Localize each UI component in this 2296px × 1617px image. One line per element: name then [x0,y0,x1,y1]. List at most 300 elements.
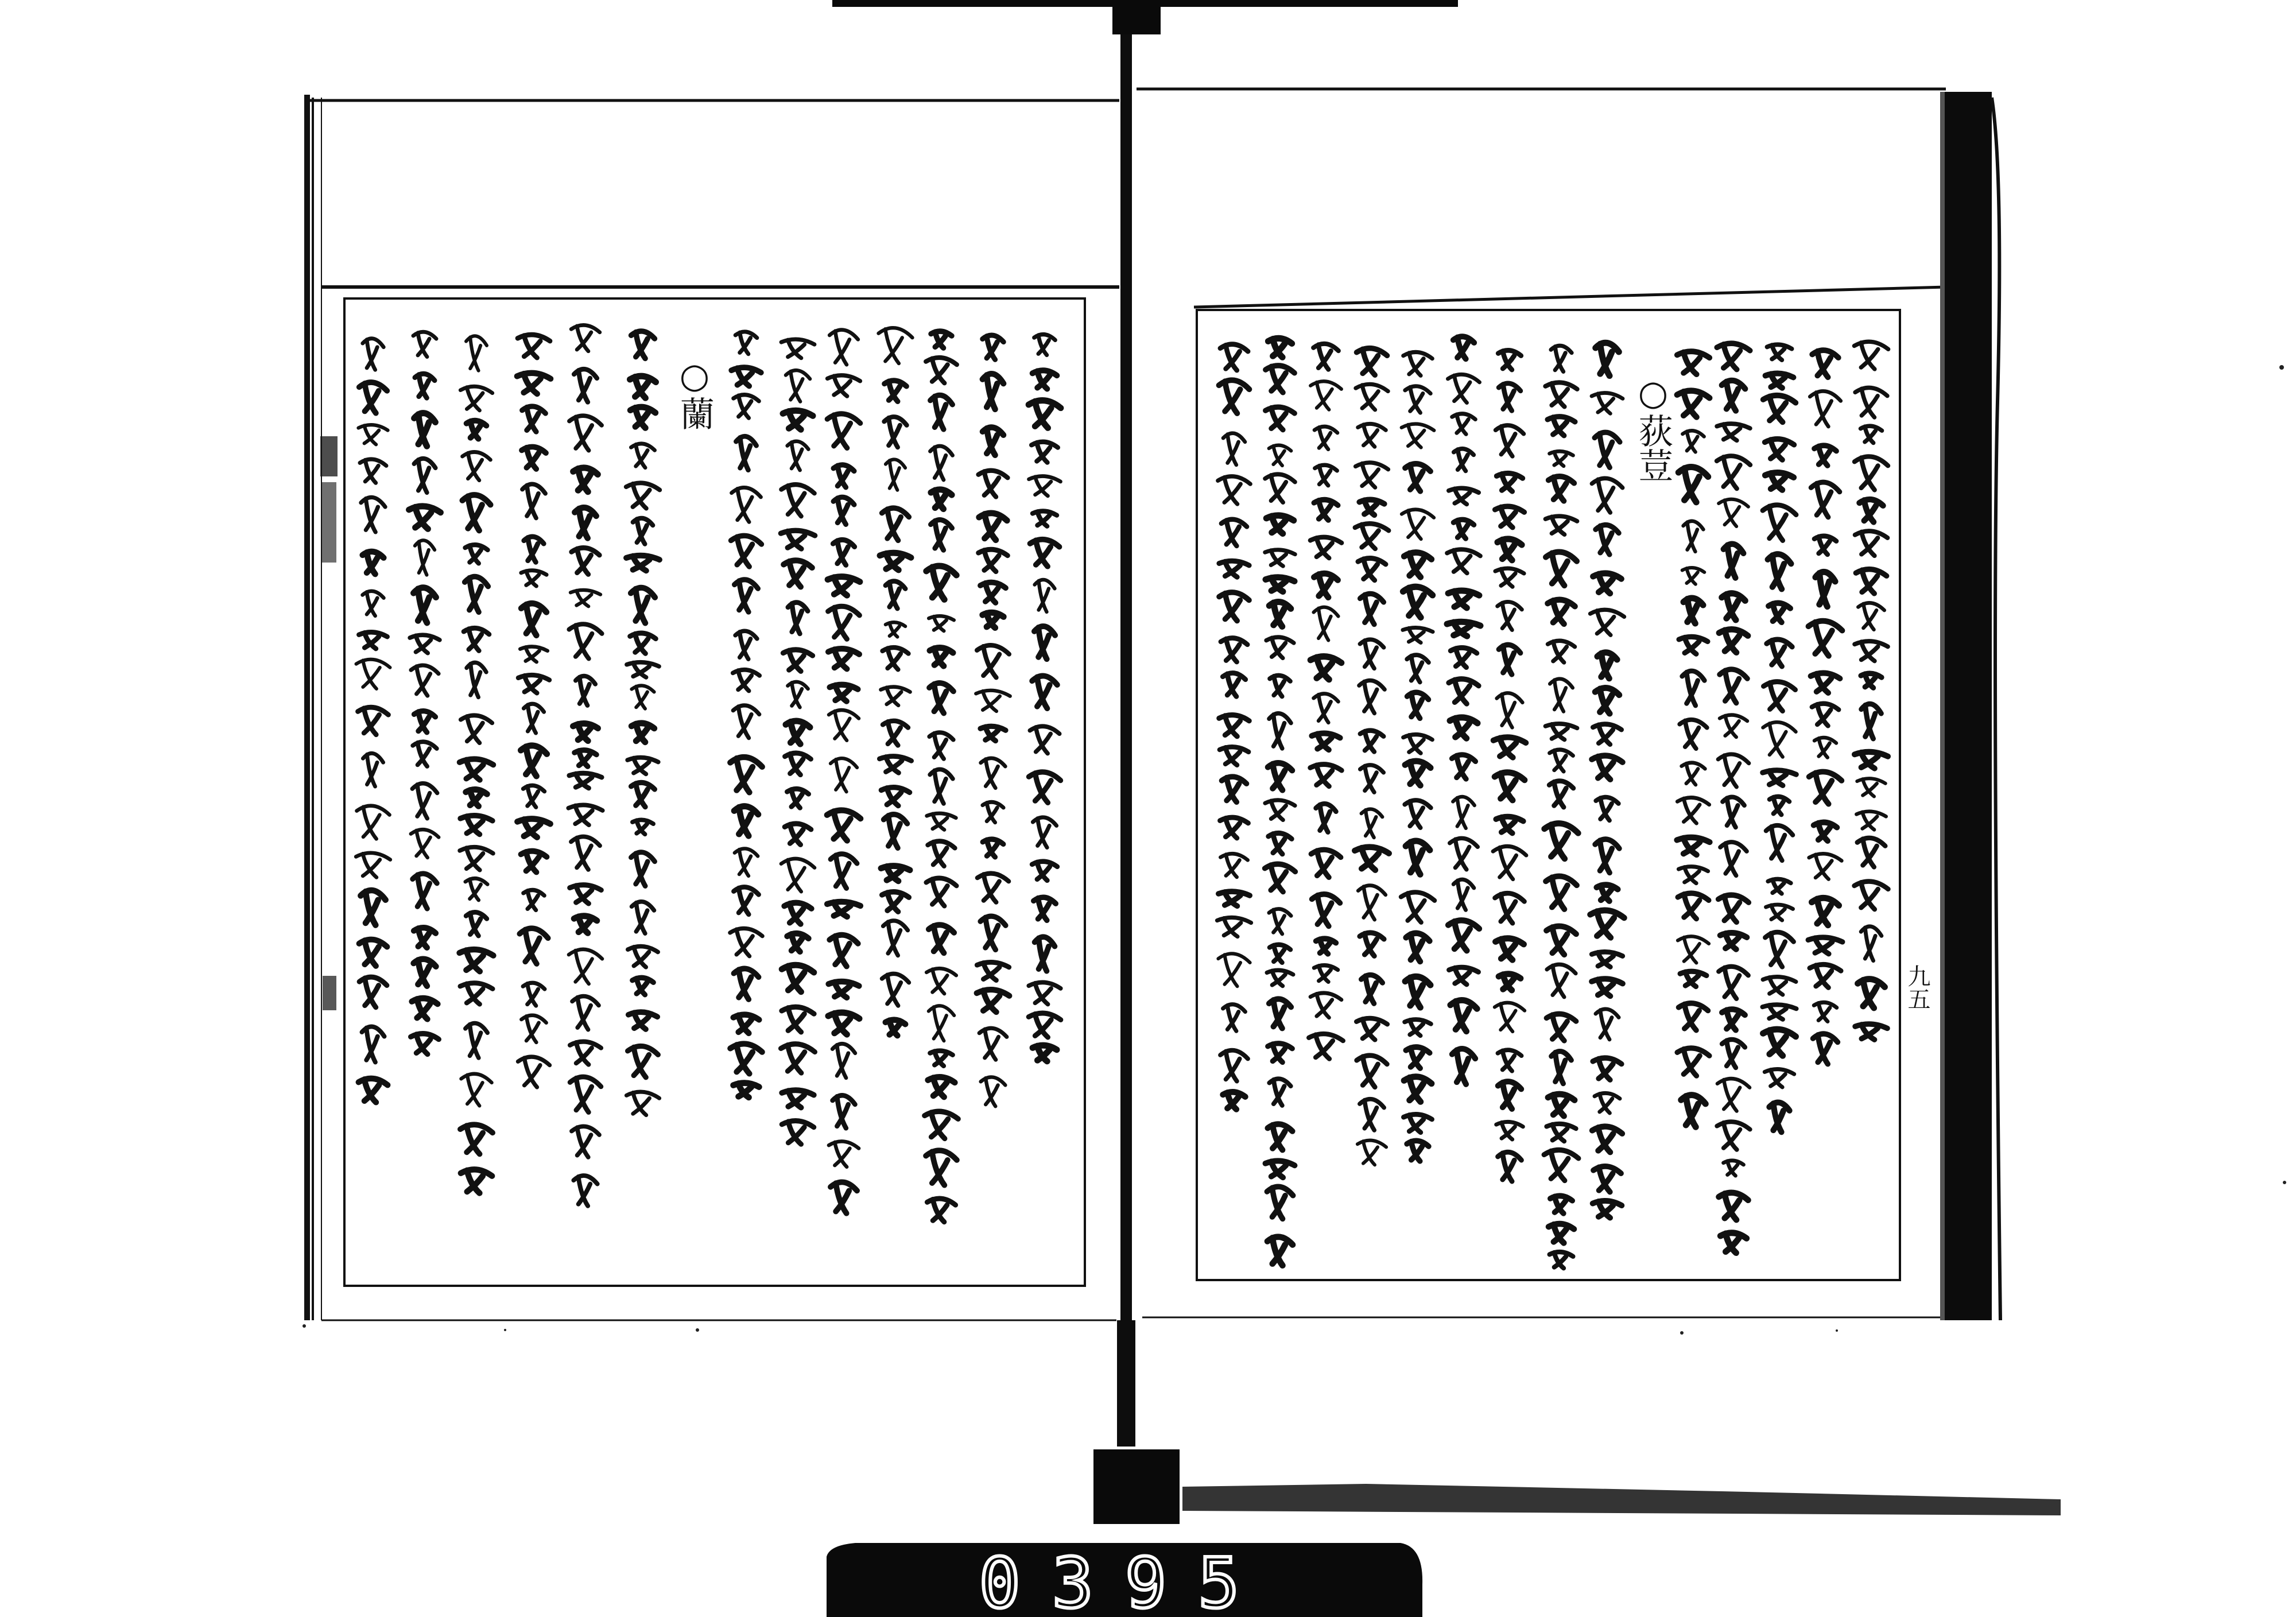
script-glyph [1360,765,1384,793]
script-glyph [467,662,486,697]
script-glyph [1403,735,1432,754]
script-glyph [630,633,656,654]
script-glyph [832,1095,855,1128]
script-glyph [1720,1233,1746,1253]
script-glyph [925,1111,958,1138]
script-glyph [1270,676,1290,697]
script-glyph [1592,755,1622,780]
script-glyph [1550,679,1573,712]
script-glyph [1403,1114,1432,1132]
script-glyph [1768,603,1790,623]
script-glyph [360,890,385,925]
script-glyph [1498,1081,1521,1109]
script-glyph [1220,344,1248,371]
script-glyph [411,665,439,696]
script-glyph [358,707,388,735]
script-glyph [466,878,488,900]
script-glyph [983,427,1003,455]
script-glyph [1310,993,1341,1018]
script-glyph [414,413,436,447]
script-glyph [980,583,1006,603]
script-glyph [983,839,1003,857]
script-glyph [1221,638,1247,662]
script-glyph [521,851,547,873]
script-glyph [1595,1093,1620,1113]
script-glyph [1857,838,1886,867]
script-glyph [1720,715,1747,737]
script-glyph [1814,1002,1837,1021]
script-glyph [828,577,860,596]
script-glyph [786,721,810,744]
script-glyph [1764,1069,1794,1087]
script-glyph [1407,655,1429,682]
script-glyph [1593,724,1622,744]
script-glyph [1268,763,1292,790]
script-glyph [1448,591,1479,608]
script-glyph [519,928,548,964]
script-glyph [1855,531,1888,556]
script-glyph [1220,854,1247,877]
script-glyph [1596,797,1618,821]
book-spine [1117,34,1135,1447]
script-glyph [1814,823,1837,841]
script-glyph [1269,714,1291,749]
right-page-number: 九五 [1904,964,1930,1010]
script-glyph [1265,550,1295,566]
script-glyph [413,332,436,356]
script-glyph [1767,639,1792,666]
script-glyph [1592,979,1623,996]
script-glyph [783,410,813,429]
script-glyph [1855,641,1888,661]
script-glyph [573,723,598,740]
script-glyph [1269,602,1290,627]
script-glyph [879,328,913,363]
script-glyph [631,331,655,359]
script-glyph [785,824,811,845]
script-glyph [1268,1044,1293,1063]
script-glyph [570,1077,601,1112]
script-glyph [1220,747,1248,765]
script-glyph [1359,680,1384,713]
script-glyph [1717,456,1750,488]
script-glyph [1220,817,1248,838]
script-glyph [1682,568,1705,584]
script-glyph [629,1012,657,1029]
script-glyph [1269,1079,1290,1106]
script-glyph [571,325,600,351]
script-glyph [1768,879,1791,893]
script-glyph [833,540,854,565]
script-glyph [927,1199,955,1222]
script-glyph [1678,867,1708,883]
script-glyph [1593,573,1621,594]
script-glyph [885,381,906,401]
script-glyph [1447,622,1480,636]
script-glyph [733,705,759,738]
script-glyph [930,395,953,429]
script-glyph [1453,336,1474,359]
script-glyph [1763,770,1796,786]
script-glyph [1499,383,1521,411]
script-glyph [574,916,597,933]
script-glyph [1266,577,1294,592]
script-glyph [575,750,596,766]
script-glyph [1362,975,1383,1003]
script-glyph [1719,1193,1748,1220]
script-glyph [977,962,1009,980]
script-glyph [361,497,385,532]
script-glyph [524,537,544,562]
script-glyph [1763,1005,1797,1019]
script-glyph [463,452,491,480]
script-glyph [735,580,758,612]
script-glyph [831,1182,857,1213]
script-glyph [1548,641,1574,662]
script-glyph [1719,629,1748,652]
script-glyph [1266,515,1294,534]
script-glyph [630,376,656,398]
script-glyph [1812,898,1839,925]
script-glyph [929,1006,955,1041]
script-glyph [1405,800,1430,828]
script-glyph [517,819,550,837]
script-glyph [979,513,1007,540]
script-glyph [1223,673,1245,696]
script-glyph [633,978,654,995]
script-glyph [1495,939,1523,960]
script-glyph [1448,920,1479,951]
script-glyph [1310,765,1342,786]
script-glyph [931,490,952,509]
script-glyph [1814,445,1836,466]
script-glyph [626,483,660,508]
script-glyph [926,878,957,906]
script-glyph [1679,637,1708,654]
script-glyph [466,789,487,806]
script-glyph [928,841,955,866]
script-glyph [413,742,437,766]
script-glyph [1595,432,1620,467]
script-glyph [879,756,911,773]
script-glyph [1356,1018,1387,1040]
script-glyph [521,746,546,776]
script-glyph [930,446,953,480]
script-glyph [1765,439,1794,460]
script-glyph [1722,594,1746,620]
script-glyph [1810,964,1841,987]
script-glyph [1355,524,1389,549]
script-glyph [1808,937,1843,954]
frame-number: 0395 [979,1544,1271,1617]
script-glyph [1680,720,1707,749]
script-glyph [626,1092,659,1115]
script-glyph [631,723,654,742]
script-glyph [929,925,954,953]
script-glyph [1547,964,1576,997]
script-glyph [1496,473,1522,491]
script-glyph [1548,417,1575,436]
script-glyph [363,591,384,616]
script-glyph [931,331,952,348]
script-glyph [1720,933,1747,949]
script-glyph [1405,386,1430,413]
script-glyph [736,436,756,470]
script-glyph [1549,1224,1574,1243]
script-glyph [575,507,596,538]
script-glyph [465,577,488,612]
script-glyph [1766,373,1794,387]
script-glyph [787,933,808,952]
script-glyph [1763,722,1795,757]
script-glyph [1590,610,1624,635]
script-glyph [568,805,602,825]
script-glyph [1310,381,1341,409]
script-glyph [571,836,600,869]
script-glyph [1545,823,1578,859]
script-glyph [980,726,1006,740]
script-glyph [1311,850,1341,877]
script-glyph [829,330,858,365]
script-glyph [731,536,761,567]
script-glyph [1548,600,1574,624]
script-glyph [1356,348,1387,375]
script-glyph [572,548,600,574]
script-glyph [521,571,546,586]
script-glyph [1499,974,1521,990]
script-glyph [1218,953,1250,986]
script-glyph [573,468,598,492]
script-glyph [1223,1092,1246,1109]
script-glyph [1267,1186,1293,1219]
script-glyph [1816,572,1835,606]
script-glyph [359,382,387,413]
script-glyph [1548,1094,1574,1116]
script-glyph [1265,800,1295,820]
script-glyph [460,759,494,780]
script-glyph [1683,521,1703,552]
script-glyph [1592,393,1623,413]
script-glyph [1310,657,1341,680]
script-glyph [523,890,544,910]
script-glyph [1221,777,1246,802]
script-glyph [1403,627,1433,642]
script-glyph [413,588,436,623]
script-glyph [1763,682,1795,711]
script-glyph [1544,1150,1578,1180]
script-glyph [1496,1122,1523,1139]
script-glyph [1360,933,1384,956]
script-glyph [1809,771,1842,804]
script-glyph [1549,476,1574,501]
script-glyph [409,506,440,529]
script-glyph [983,612,1004,627]
script-glyph [1717,1079,1750,1111]
script-glyph [1861,704,1882,739]
script-glyph [881,788,909,806]
script-glyph [1314,426,1337,449]
script-glyph [1861,926,1882,961]
script-glyph [1358,1141,1386,1165]
script-glyph [828,606,860,639]
script-glyph [1597,885,1618,901]
left-page-text-columns [356,321,1061,1240]
script-glyph [518,1057,549,1087]
script-glyph [1453,519,1473,538]
script-glyph [1857,778,1885,796]
script-glyph [1809,621,1843,656]
script-glyph [1450,718,1477,738]
script-glyph [1494,737,1526,757]
script-glyph [1356,463,1389,487]
script-glyph [362,1026,385,1062]
script-glyph [1219,380,1250,413]
script-glyph [1360,731,1384,752]
script-glyph [1269,999,1291,1028]
script-glyph [1405,1019,1431,1036]
script-glyph [1448,374,1479,402]
script-glyph [781,1044,815,1073]
script-glyph [1266,637,1294,658]
script-glyph [734,395,759,418]
script-glyph [358,425,387,444]
script-glyph [882,974,909,1006]
script-glyph [1496,817,1523,833]
script-glyph [521,1015,546,1042]
script-glyph [981,1077,1006,1106]
script-glyph [734,968,758,999]
bottom-right-smear [1182,1484,2061,1515]
script-glyph [520,646,548,662]
script-glyph [1546,552,1577,585]
script-glyph [1315,465,1337,486]
script-glyph [414,711,435,732]
script-glyph [411,829,439,858]
script-glyph [1217,917,1251,936]
script-glyph [1769,1103,1789,1133]
script-glyph [1402,510,1434,539]
script-glyph [359,1079,388,1103]
script-glyph [1356,384,1388,410]
script-glyph [461,1169,492,1193]
script-glyph [1855,752,1888,769]
script-glyph [882,508,909,540]
script-glyph [1312,894,1340,926]
script-glyph [786,370,810,402]
script-glyph [926,358,957,383]
script-glyph [1267,970,1293,986]
script-glyph [1313,607,1338,641]
script-glyph [1722,1009,1745,1030]
script-glyph [576,676,595,705]
script-glyph [1718,754,1748,787]
script-glyph [1450,1000,1477,1031]
script-glyph [460,816,492,835]
script-glyph [831,854,857,889]
script-glyph [518,335,550,358]
script-glyph [927,813,956,830]
script-glyph [1267,1124,1292,1150]
script-glyph [1595,839,1619,873]
script-glyph [1407,1141,1429,1161]
script-glyph [828,1013,859,1034]
script-glyph [884,417,906,447]
script-glyph [1595,688,1619,714]
script-glyph [1765,932,1793,967]
script-glyph [1495,1003,1525,1032]
script-glyph [1546,1124,1576,1141]
script-glyph [832,1044,855,1077]
script-glyph [831,758,857,792]
script-glyph [828,649,859,669]
script-glyph [1720,669,1747,703]
script-glyph [880,553,911,570]
script-glyph [1495,506,1525,528]
script-glyph [734,1015,759,1033]
script-glyph [1682,763,1705,785]
script-glyph [782,1007,814,1032]
script-glyph [784,903,811,924]
script-glyph [521,603,546,635]
script-glyph [523,704,544,733]
script-glyph [1767,344,1791,360]
script-glyph [631,685,654,708]
script-glyph [631,852,654,886]
script-glyph [788,441,809,470]
script-glyph [781,859,815,891]
script-glyph [1855,456,1888,490]
script-glyph [363,339,383,370]
script-glyph [1551,346,1572,371]
script-glyph [1677,837,1709,855]
script-glyph [359,977,387,1007]
script-glyph [1814,738,1836,758]
script-glyph [412,998,438,1019]
script-glyph [1447,549,1480,573]
script-glyph [1550,750,1573,771]
script-glyph [466,912,487,936]
script-glyph [782,1120,814,1144]
script-glyph [1814,536,1836,554]
script-glyph [886,622,905,637]
script-glyph [356,853,390,878]
script-glyph [1681,1095,1706,1127]
script-glyph [1219,891,1250,906]
script-glyph [1549,781,1573,807]
script-glyph [1593,1058,1622,1080]
script-glyph [1809,854,1842,879]
script-glyph [983,802,1003,823]
script-glyph [1310,537,1342,558]
script-glyph [1405,464,1430,491]
script-glyph [570,1042,601,1065]
script-glyph [1722,1040,1745,1068]
script-glyph [1855,1024,1887,1040]
script-glyph [1763,1029,1795,1056]
script-glyph [569,773,602,788]
script-glyph [1265,474,1295,502]
script-glyph [414,959,436,986]
script-glyph [929,732,953,759]
script-glyph [1855,882,1888,910]
script-glyph [930,769,953,804]
script-glyph [628,947,658,967]
script-glyph [572,996,599,1029]
script-glyph [1407,692,1428,718]
script-glyph [1812,704,1839,726]
script-glyph [1452,1049,1475,1084]
script-glyph [930,1051,952,1066]
